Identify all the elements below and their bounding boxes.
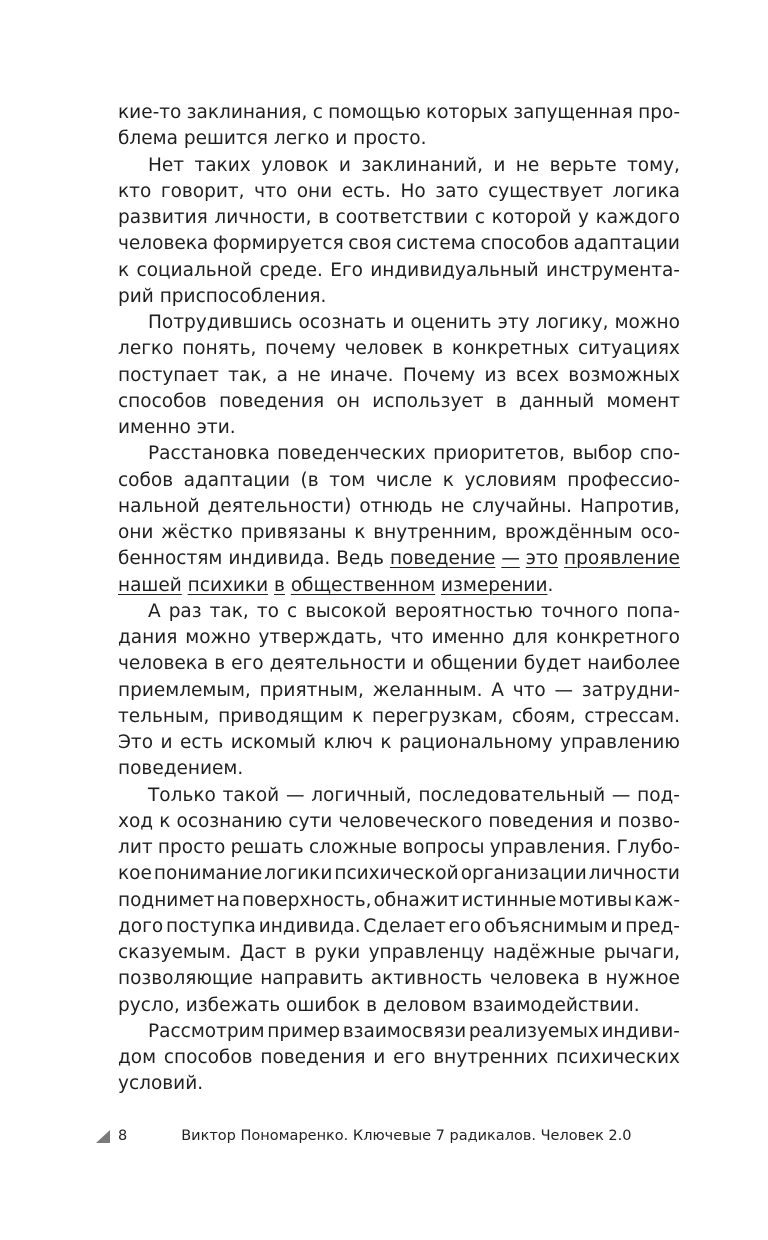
text-line: кие-то заклинания, с помощью которых запущенная про-: [118, 102, 680, 123]
text-line: кто говорит, что они есть. Но зато существует логика: [118, 180, 680, 202]
text-line: нашей психики в общественном измерении.: [118, 574, 554, 596]
text-line: приемлемым, приятным, желанным. А что — затрудни-: [118, 679, 680, 701]
text-line: кое понимание логики психической организации личности: [118, 863, 680, 885]
text-line: Это и есть искомый ключ к рациональному управлению: [118, 732, 680, 753]
running-title: Виктор Пономаренко. Ключевые 7 радикалов. Человек 2.0: [181, 1128, 632, 1144]
text-line: человека формируется своя система способов адаптации: [118, 233, 680, 255]
text-line: лит просто решать сложные вопросы управления. Глубо-: [118, 837, 680, 858]
text-line: русло, избежать ошибок в деловом взаимодействии.: [118, 994, 640, 1016]
corner-triangle-icon: [96, 1130, 110, 1143]
paragraph: [118, 441, 680, 599]
text-line: Рассмотрим пример взаимосвязи реализуемых индиви-: [148, 1020, 680, 1042]
text-line: дания можно утверждать, что именно для конкретного: [118, 627, 680, 648]
text-line: нальной деятельности) отнюдь не случайны. Напротив,: [118, 495, 680, 517]
text-line: собов адаптации (в том числе к условиям профессио-: [118, 469, 680, 491]
text-line: позволяющие направить активность человека в нужное: [118, 968, 680, 990]
text-line: А раз так, то с высокой вероятностью точного попа-: [148, 600, 680, 622]
text-line: условий.: [118, 1073, 204, 1095]
text-flow: [118, 100, 680, 1098]
text-line: к социальной среде. Его индивидуальный инструмента-: [118, 259, 680, 281]
text-line: рий приспособления.: [118, 285, 327, 307]
text-line: Только такой — логичный, последовательный — под-: [148, 784, 680, 806]
paragraph: [118, 599, 680, 783]
text-line: поступает так, а не иначе. Почему из всех возможных: [118, 364, 680, 386]
paragraph: [118, 100, 680, 153]
paragraph: [118, 1019, 680, 1098]
page-footer: [96, 1124, 632, 1148]
page-body: [118, 100, 680, 1098]
text-line: развития личности, в соответствии с которой у каждого: [118, 207, 680, 228]
text-line: сказуемым. Даст в руки управленцу надёжные рычаги,: [118, 942, 680, 963]
page-number: 8: [118, 1128, 128, 1144]
text-line: Расстановка поведенческих приоритетов, выбор спо-: [148, 443, 680, 465]
text-line: поднимет на поверхность, обнажит истинные мотивы каж-: [118, 889, 680, 911]
text-line: они жёстко привязаны к внутренним, врождённым осо-: [118, 522, 680, 543]
text-line: бенностям индивида. Ведь поведение — это проявление: [118, 548, 680, 570]
text-line: ход к осознанию сути человеческого поведения и позво-: [118, 810, 680, 832]
paragraph: [118, 310, 680, 441]
text-line: Потрудившись осознать и оценить эту логику, можно: [148, 312, 680, 333]
paragraph: [118, 153, 680, 311]
paragraph: [118, 783, 680, 1019]
text-line: поведением.: [118, 758, 244, 780]
text-line: именно эти.: [118, 417, 236, 438]
text-line: Нет таких уловок и заклинаний, и не верьте тому,: [148, 154, 680, 176]
text-line: дом способов поведения и его внутренних психических: [118, 1047, 680, 1068]
text-line: способов поведения он использует в данный момент: [118, 390, 680, 412]
text-line: легко понять, почему человек в конкретных ситуациях: [118, 338, 680, 360]
text-line: дого поступка индивида. Сделает его объяснимым и пред-: [118, 915, 680, 937]
text-line: человека в его деятельности и общении будет наиболее: [118, 653, 680, 675]
text-line: блема решится легко и просто.: [118, 128, 427, 150]
text-line: тельным, приводящим к перегрузкам, сбоям, стрессам.: [118, 705, 680, 727]
